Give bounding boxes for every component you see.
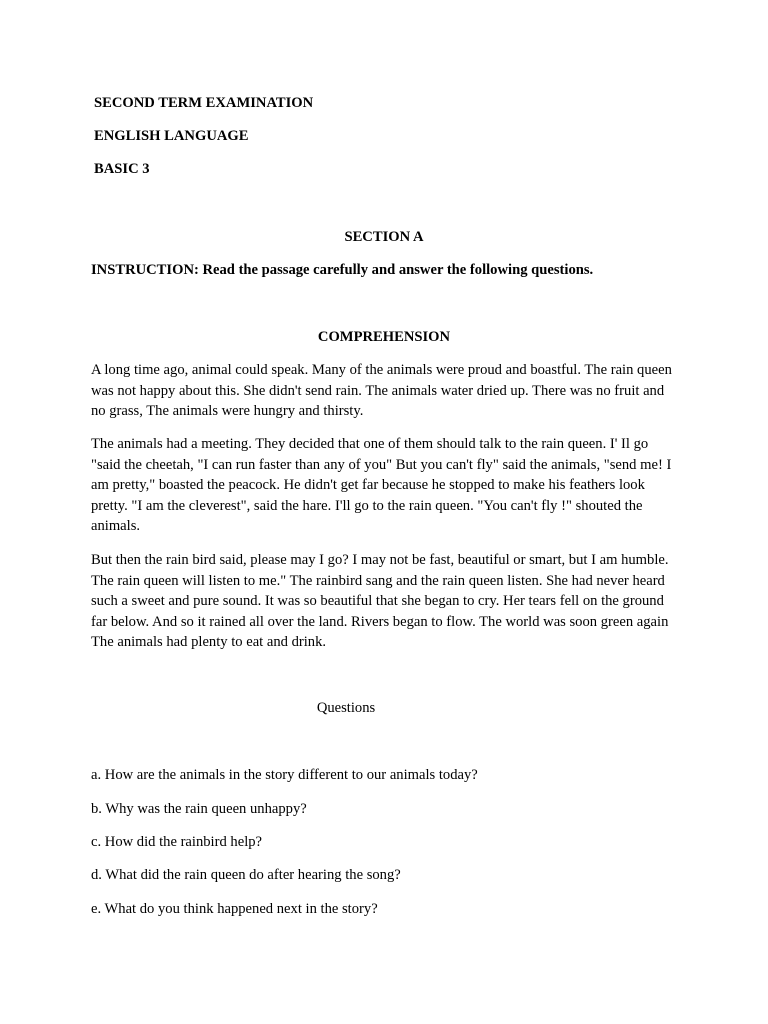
subject-title: ENGLISH LANGUAGE <box>94 128 249 144</box>
exam-title: SECOND TERM EXAMINATION <box>94 95 314 111</box>
question-b: b. Why was the rain queen unhappy? <box>91 801 307 817</box>
question-c: c. How did the rainbird help? <box>91 834 263 850</box>
comprehension-heading: COMPREHENSION <box>317 329 451 345</box>
question-d: d. What did the rain queen do after hearing the song? <box>91 867 401 883</box>
instruction-text: INSTRUCTION: Read the passage carefully and answer the following questions. <box>91 262 594 278</box>
question-a: a. How are the animals in the story different to our animals today? <box>91 767 478 783</box>
passage-paragraph-1: A long time ago, animal could speak. Many of the animals were proud and boastful. The rain queen was not happy about this. She didn't send rain. The animals water dried up. There was no fruit and no grass, The animals were hungry and thirsty. <box>91 362 672 419</box>
class-level: BASIC 3 <box>94 161 150 177</box>
passage-paragraph-3: But then the rain bird said, please may I go? I may not be fast, beautiful or smart, but I am humble. The rain queen will listen to me." The rainbird sang and the rain queen listen. She had never heard such a sweet and pure sound. It was so beautiful that she began to cry. Her tears fell on the ground far below. And so it rained all over the land. Rivers began to flow. The world was soon green again The animals had plenty to eat and drink. <box>91 552 669 650</box>
questions-heading: Questions <box>316 700 376 716</box>
passage-paragraph-2: The animals had a meeting. They decided that one of them should talk to the rain queen. I' Il go "said the cheetah, "I can run faster than any of you" But you can't fly" said the animals, "send me! I am pretty," boasted the peacock. He didn't get far because he stopped to make his feathers look pretty. "I am the cleverest", said the hare. I'll go to the rain queen. "You can't fly !" shouted the animals. <box>91 436 672 534</box>
question-e: e. What do you think happened next in the story? <box>91 901 378 917</box>
section-title: SECTION A <box>344 229 424 245</box>
